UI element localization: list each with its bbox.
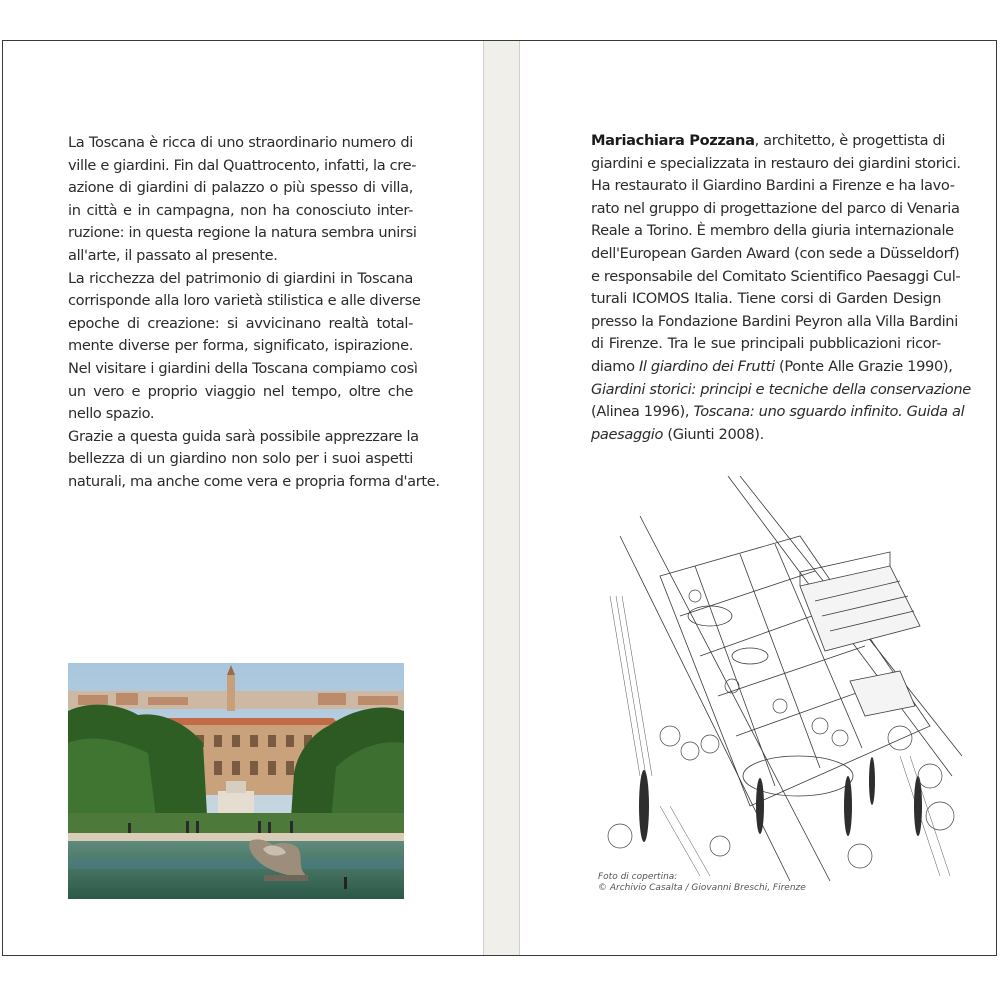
- text-line: Ha restaurato il Giardino Bardini a Firenze e ha lavo-: [591, 177, 955, 195]
- author-name: Mariachiara Pozzana: [591, 132, 755, 149]
- book-gutter: [483, 41, 520, 955]
- text-line: corrisponde alla loro varietà stilistica e alle diverse: [68, 292, 421, 310]
- text-line: bellezza di un giardino non solo per i suoi aspetti: [68, 450, 413, 468]
- book-spread: [2, 40, 997, 956]
- book-title: Toscana: uno sguardo infinito. Guida al: [693, 403, 965, 421]
- text-line: ruzione: in questa regione la natura sembra unirsi: [68, 224, 417, 242]
- text-line: giardini e specializzata in restauro dei giardini storici.: [591, 154, 961, 172]
- book-title: paesaggio: [591, 425, 664, 443]
- text-line: e responsabile del Comitato Scientifico Paesaggi Cul-: [591, 267, 961, 285]
- text-line: epoche di creazione: si avvicinano realtà total-: [68, 314, 413, 332]
- text-line: Reale a Torino. È membro della giuria internazionale: [591, 222, 954, 240]
- intro-paragraph: [68, 132, 440, 494]
- text-line: turali ICOMOS Italia. Tiene corsi di Garden Design: [591, 290, 941, 308]
- text-line: presso la Fondazione Bardini Peyron alla Villa Bardini: [591, 312, 958, 330]
- text-line: di Firenze. Tra le sue principali pubblicazioni ricor-: [591, 335, 941, 353]
- text-line: Nel visitare i giardini della Toscana compiamo così: [68, 359, 418, 377]
- text-line: all'arte, il passato al presente.: [68, 246, 278, 264]
- left-page: [3, 41, 483, 955]
- text-line: nello spazio.: [68, 405, 155, 423]
- text-line: dell'European Garden Award (con sede a Düsseldorf): [591, 244, 960, 262]
- text-line: diamo Il giardino dei Frutti (Ponte Alle Grazie 1990),: [591, 357, 953, 375]
- text-line: azione di giardini di palazzo o più spesso di villa,: [68, 179, 413, 197]
- boboli-garden-photo: [68, 663, 404, 899]
- book-title: Giardini storici: principi e tecniche della conservazione: [591, 380, 971, 398]
- text-line: rato nel gruppo di progettazione del parco di Venaria: [591, 199, 960, 217]
- author-bio: [591, 130, 971, 446]
- text-line: naturali, ma anche come vera e propria forma d'arte.: [68, 472, 440, 490]
- text-line: paesaggio (Giunti 2008).: [591, 425, 764, 443]
- text-line: Mariachiara Pozzana, architetto, è progettista di: [591, 132, 946, 149]
- photo-credit: Foto di copertina: © Archivio Casalta / Giovanni Breschi, Firenze: [598, 872, 806, 893]
- garden-perspective-drawing: [600, 476, 962, 884]
- right-page: [520, 41, 996, 955]
- text-line: La ricchezza del patrimonio di giardini in Toscana: [68, 269, 413, 287]
- text-line: (Alinea 1996), Toscana: uno sguardo infinito. Guida al: [591, 403, 965, 421]
- text-line: un vero e proprio viaggio nel tempo, oltre che: [68, 382, 413, 400]
- text-line: in città e in campagna, non ha conosciuto inter-: [68, 201, 413, 219]
- book-title: Il giardino dei Frutti: [638, 357, 775, 375]
- text-line: Grazie a questa guida sarà possibile apprezzare la: [68, 427, 419, 445]
- text-line: ville e giardini. Fin dal Quattrocento, infatti, la cre-: [68, 156, 417, 174]
- text-line: mente diverse per forma, significato, ispirazione.: [68, 337, 413, 355]
- text-line: La Toscana è ricca di uno straordinario numero di: [68, 134, 413, 151]
